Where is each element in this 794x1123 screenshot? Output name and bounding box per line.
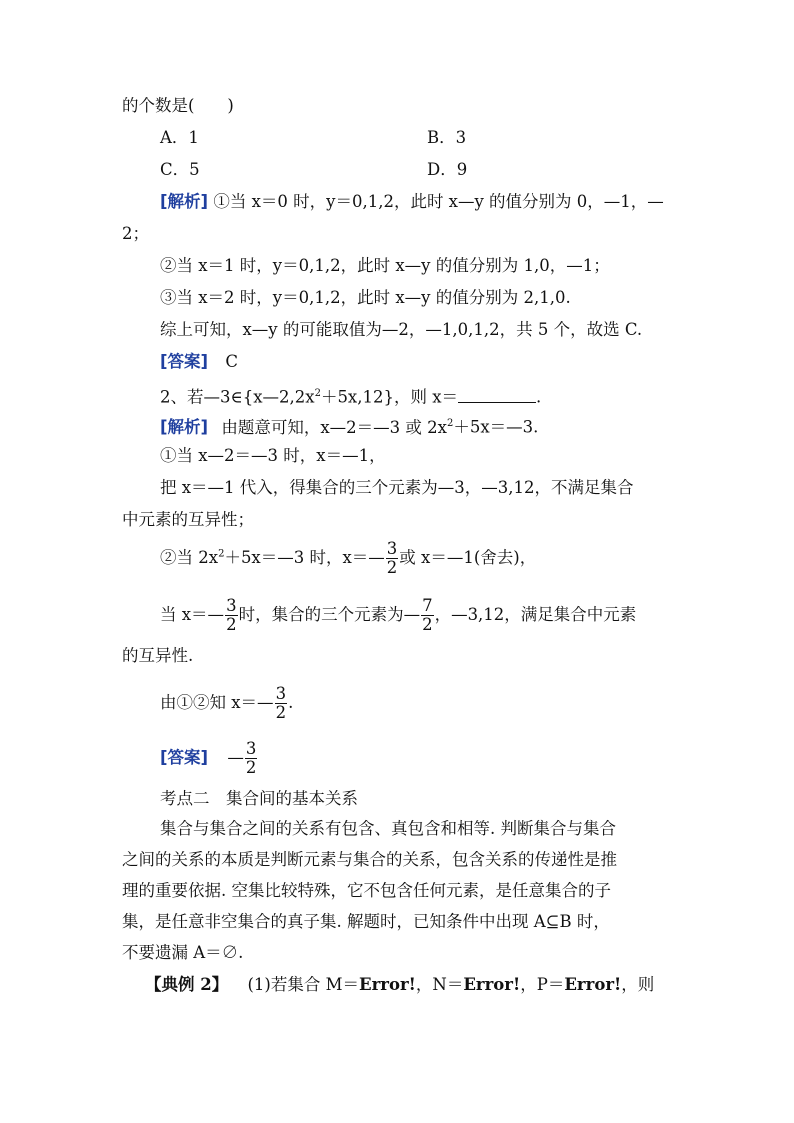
- answer-tag: [答案]: [160, 352, 209, 371]
- answer-tag: [答案]: [160, 748, 209, 767]
- q2-c7-b: .: [288, 693, 294, 712]
- answer-blank: [458, 388, 536, 403]
- section-title: 考点二 集合间的基本关系: [160, 789, 358, 808]
- example-end: ，则: [621, 975, 655, 994]
- example-n: ，N＝: [415, 975, 464, 994]
- paragraph-line-5: 不要遗漏 A＝∅.: [122, 943, 244, 962]
- q2-text-a: 2、若—3∈{x—2,2x: [160, 387, 315, 407]
- q2-c5-c: ，—3,12，满足集合中元素: [434, 605, 637, 624]
- error-text: Error!: [463, 975, 521, 994]
- q2-case2-c: 或 x＝—1(舍去)，: [399, 548, 537, 567]
- q2-conclusion: [160, 685, 293, 722]
- option-d: D．9: [427, 160, 468, 179]
- solution-text: ①当 x＝0 时，y＝0,1,2，此时 x—y 的值分别为 0，—1，—: [213, 192, 664, 211]
- q2-sol-text-b: ＋5x＝—3.: [453, 417, 539, 437]
- q2-case-1-detail: 把 x＝—1 代入，得集合的三个元素为—3，—3,12，不满足集合: [160, 478, 634, 497]
- q2-case-2-detail-b: 的互异性.: [122, 646, 194, 665]
- q2-case2-b: ＋5x＝—3 时，x＝—: [224, 548, 385, 567]
- solution-line-2: ②当 x＝1 时，y＝0,1,2，此时 x—y 的值分别为 1,0，—1；: [160, 256, 610, 275]
- example-tag: 【典例 2】: [145, 975, 229, 994]
- q2-case-1: ①当 x—2＝—3 时，x＝—1，: [160, 446, 386, 465]
- option-b: B．3: [427, 128, 467, 147]
- answer-line-1: [160, 351, 238, 373]
- fraction-3-2: $\frac{3}{2}$: [226, 596, 237, 634]
- question-tail: 的个数是( ): [122, 96, 234, 115]
- q2-c5-b: 时，集合的三个元素为—: [238, 605, 421, 624]
- solution-summary: 综上可知，x—y 的可能取值为—2，—1,0,1,2，共 5 个，故选 C.: [160, 320, 643, 339]
- answer-line-2: [160, 740, 258, 777]
- answer-minus: —: [227, 748, 244, 767]
- example-p: ，P＝: [520, 975, 565, 994]
- q2-c7-a: 由①②知 x＝—: [160, 693, 274, 712]
- example-text: (1)若集合 M＝: [247, 975, 359, 994]
- fraction-3-2: $\frac{3}{2}$: [245, 739, 257, 777]
- solution-tag: [解析]: [160, 192, 209, 211]
- fraction-3-2: $\frac{3}{2}$: [386, 539, 398, 577]
- q2-square: 2: [314, 388, 321, 399]
- example-line: [145, 974, 654, 996]
- q2-solution-line-1: [160, 413, 538, 439]
- fraction-7-2: $\frac{7}{2}$: [422, 596, 433, 634]
- q2-case2-square: 2: [218, 548, 225, 560]
- q2-c5-a: 当 x＝—: [160, 605, 225, 624]
- fraction-3-2: $\frac{3}{2}$: [275, 684, 287, 722]
- error-text: Error!: [564, 975, 622, 994]
- paragraph-line-2: 之间的关系的本质是判断元素与集合的关系，包含关系的传递性是推: [122, 850, 617, 869]
- option-a: A．1: [160, 128, 199, 147]
- option-c: C．5: [160, 160, 200, 179]
- q2-case-2: [160, 540, 536, 577]
- q2-sol-text-a: 由题意可知，x—2＝—3 或 2x: [221, 417, 447, 437]
- answer-value: C: [225, 352, 238, 371]
- q2-case-1-detail-b: 中元素的互异性；: [122, 510, 254, 529]
- error-text: Error!: [359, 975, 416, 994]
- q2-case2-a: ②当 2x: [160, 548, 219, 567]
- question-2: [160, 383, 541, 409]
- solution-line-1: [160, 191, 664, 213]
- solution-tag: [解析]: [160, 417, 209, 437]
- q2-text-c: .: [536, 387, 542, 407]
- paragraph-line-1: 集合与集合之间的关系有包含、真包含和相等. 判断集合与集合: [160, 819, 616, 838]
- q2-text-b: ＋5x,12}，则 x＝: [320, 387, 459, 407]
- q2-case-2-detail: [160, 597, 636, 634]
- solution-line-1b: 2；: [122, 224, 149, 243]
- paragraph-line-4: 集，是任意非空集合的真子集. 解题时，已知条件中出现 A⊆B 时，: [122, 912, 610, 931]
- paragraph-line-3: 理的重要依据. 空集比较特殊，它不包含任何元素，是任意集合的子: [122, 881, 611, 900]
- q2-sol-square: 2: [446, 418, 454, 429]
- solution-line-3: ③当 x＝2 时，y＝0,1,2，此时 x—y 的值分别为 2,1,0.: [160, 288, 571, 307]
